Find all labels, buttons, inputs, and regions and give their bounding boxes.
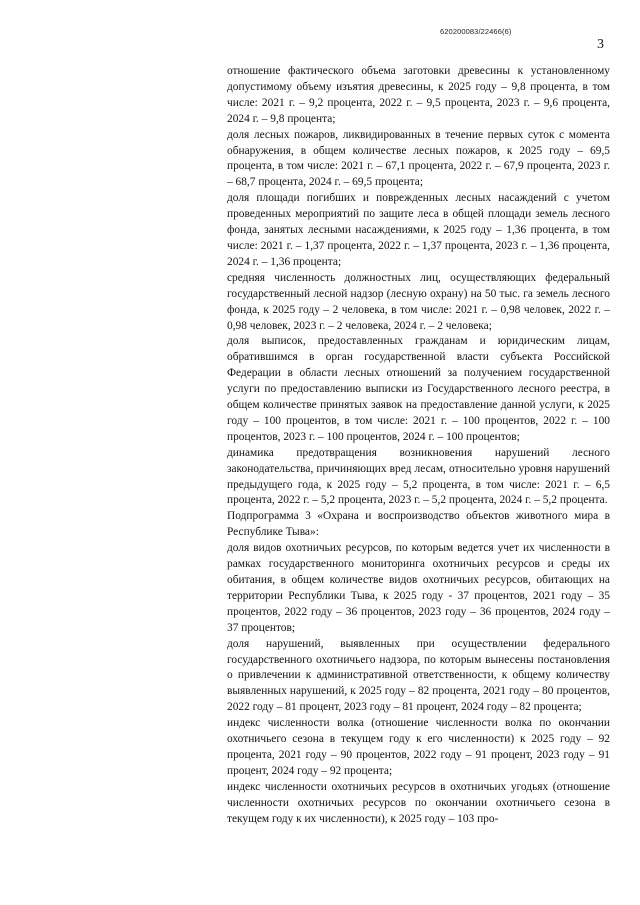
paragraph-violations-dynamics: динамика предотвращения возникновения нарушений лесного законодательства, причиняющих вред лесам, относительно уровня нарушений предыдущего года, к 2025 году – 5,2 процента, в том числе: 2021 г. – 6,5 процента, 2022 г. – 5,2 процента, 2023 г. – 5,2 процента, 2024 г. – 5,2 процента. <box>227 446 610 507</box>
paragraph-damaged-forest: доля площади погибших и поврежденных лесных насаждений с учетом проведенных мероприятий по защите леса в общей площади земель лесного фонда, занятых лесными насаждениями, к 2025 году – 1,36 процента, в том числе: 2021 г. – 1,37 процента, 2022 г. – 1,37 процента, 2023 г. – 1,36 процента, 2024 г. – 1,36 процента; <box>227 192 610 268</box>
paragraph-wolf-index: индекс численности волка (отношение численности волка по окончании охотничьего сезона в текущем году к его численности) к 2025 году – 92 процента, 2021 году – 90 процентов, 2022 году – 91 процент, 2023 году – 91 процент, 2024 году – 92 процента; <box>227 717 610 777</box>
paragraph-hunting-species: доля видов охотничьих ресурсов, по которым ведется учет их численности в рамках государственного мониторинга охотничьих ресурсов и среды их обитания, в общем количестве видов охотничьих ресурсов, обитающих на территории Республики Тыва, к 2025 году - 37 процентов, 2021 году – 35 процентов, 2022 году – 36 процентов, 2023 году – 36 процентов, 2024 году – 37 процентов; <box>227 542 610 634</box>
paragraph-hunting-resources-index: индекс численности охотничьих ресурсов в охотничьих угодьях (отношение численности охотничьих ресурсов по окончании охотничьего сезона в текущем году к их численности), к 2025 году – 103 про- <box>227 780 610 825</box>
paragraph-hunting-violations: доля нарушений, выявленных при осуществлении федерального государственного охотничьего надзора, по которым вынесены постановления о привлечении к административной ответственности, к общему количеству выявленных нарушений, к 2025 году – 82 процента, 2021 году – 80 процентов, 2022 году – 81 процент, 2023 году – 81 процент, 2024 году – 82 процента; <box>227 637 610 714</box>
paragraph-registry-extracts: доля выписок, предоставленных гражданам и юридическим лицам, обратившимся в орган государственной власти субъекта Российской Федерации в области лесных отношений за получением государственной услуги по предоставлению выписки из Государственного лесного реестра, в общем количестве принятых заявок на предоставление данной услуги, к 2025 году – 100 процентов, в том числе: 2021 г. – 100 процентов, 2022 г. – 100 процентов, 2023 г. – 100 процентов, 2024 г. – 100 процентов; <box>227 335 610 443</box>
paragraph-forest-officials: средняя численность должностных лиц, осуществляющих федеральный государственный лесной надзор (лесную охрану) на 50 тыс. га земель лесного фонда, к 2025 году – 2 человека, в том числе: 2021 г. – 0,98 человек, 2022 г. – 0,98 человек, 2023 г. – 2 человека, 2024 г. – 2 человека; <box>227 271 610 332</box>
paragraph-forest-fires: доля лесных пожаров, ликвидированных в течение первых суток с момента обнаружения, в общем количестве лесных пожаров, к 2025 году – 69,5 процента, в том числе: 2021 г. – 67,1 процента, 2022 г. – 67,9 процента, 2023 г. – 68,7 процента, 2024 г. – 69,5 процента; <box>227 128 610 189</box>
document-body <box>227 64 610 828</box>
document-number: 620200083/22466(6) <box>440 27 512 36</box>
paragraph-subprogram-3: Подпрограмма 3 «Охрана и воспроизводство объектов животного мира в Республике Тыва»: <box>227 510 610 539</box>
page-number: 3 <box>597 37 604 52</box>
paragraph-timber-harvest: отношение фактического объема заготовки древесины к установленному допустимому объему изъятия древесины, к 2025 году – 9,8 процента, в том числе: 2021 г. – 9,2 процента, 2022 г. – 9,5 процента, 2023 г. – 9,6 процента, 2024 г. – 9,8 процента; <box>227 65 610 125</box>
